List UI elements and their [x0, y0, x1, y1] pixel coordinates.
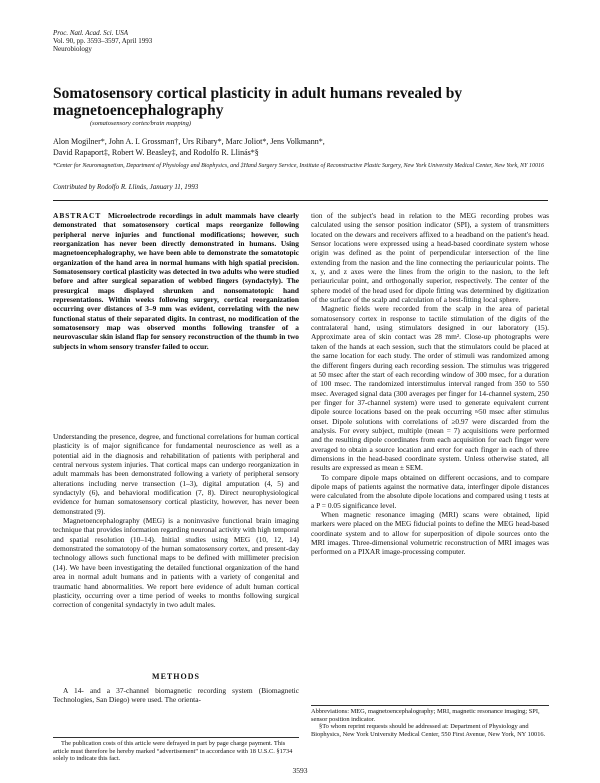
right-paragraph-2: Magnetic fields were recorded from the scalp in the area of parietal somatosensory cortex in response to tactile stimulation of the digits of the contralateral hand, using stimulators designed in our laboratory (15). Approximate area of skin contact was 28 mm². Close-up photographs were taken of the hands at each session, such that the stimulators could be placed at the same location for each study. The order of stimuli was randomized among the different fingers during each recording session. The stimulus was triggered at 50 msec after the start of each recording window of 300 msec, for a duration of 100 msec. The randomized interstimulus interval ranged from 350 to 550 msec. Averaged signal data (300 averages per finger for 14-channel system, 250 per finger for 37-channel system) were used to generate equivalent current dipole source locations based on the peak occurring ≈50 msec after stimulus onset. Dipole solutions with correlations of ≥0.97 were discarded from the analysis. For every subject, multiple (mean = 7) acquisitions were performed and the resulting dipole coordinates from each acquisition for each finger were averaged to obtain a source location and error for each finger in each of three dimensions in the head-based coordinate system. Unless otherwise stated, all results are expressed as mean ± SEM.: [311, 304, 549, 473]
journal-name: Proc. Natl. Acad. Sci. USA: [53, 29, 129, 37]
intro-paragraph-2: Magnetoencephalography (MEG) is a noninvasive functional brain imaging technique that provides information regarding neuronal activity with high temporal and spatial resolution (10–14). Initial studies using MEG (10, 12, 14) demonstrated the somatotopy of the human somatosensory cortex, and present-day technology allows such functional maps to be defined with millimeter precision (14). We have been investigating the detailed functional organization of the hand area in normal adult humans and in patients with a variety of congenital and traumatic hand abnormalities. We report here evidence of adult human cortical plasticity, occurring over a time period of weeks to months following surgical correction of congenital syndactyly in two adult males.: [53, 516, 299, 610]
intro-paragraph-1: Understanding the presence, degree, and functional correlations for human cortical plasticity is of major significance for fundamental neuroscience as well as a potential aid in the diagnosis and rehabilitation of patients with peripheral and central nervous system injuries. That cortical maps can undergo reorganization in adult mammals has been demonstrated following a variety of peripheral sensory alterations including nerve transection (1–3), digital amputation (4, 5) and syndactyly (6), and behavioral modification (7, 8). Direct neurophysiological evidence for human somatosensory cortical plasticity, however, has never been demonstrated (9).: [53, 432, 299, 516]
left-column-intro: [53, 432, 299, 610]
left-column-methods: [53, 686, 299, 705]
affiliation: *Center for Neuromagnetism, Department of Physiology and Biophysics, and ‡Hand Surgery Service, Institute of Reconstructive Plastic Surgery, New York University Medical Center, New York, NY 10016: [53, 163, 544, 169]
right-column: [311, 211, 549, 557]
right-paragraph-1: tion of the subject's head in relation to the MEG recording probes was calculated using the sensor position indicator (SPI), a system of transmitters located on the dewars and receivers affixed to a headband on the patient's head. Sensor locations were expressed using a head-based coordinate system whose origin was defined as the point of perpendicular intersection of the line extending from the nasion and the line connecting the periauricular points. The x, y, and z axes were the lines from the origin to the nasion, to the left periauricular point, and orthogonally superior, respectively. The center of the sphere model of the head used for dipole fitting was determined by digitization of the surface of the scalp and calculation of a best-fitting local sphere.: [311, 211, 549, 305]
volume-info: Vol. 90, pp. 3593–3597, April 1993: [53, 37, 153, 45]
contributed-by: Contributed by Rodolfo R. Llinás, January 11, 1993: [53, 183, 199, 191]
footnote-right: [311, 705, 549, 739]
methods-paragraph-1: A 14- and a 37-channel biomagnetic recording system (Biomagnetic Technologies, San Diego) were used. The orienta-: [53, 686, 299, 705]
journal-header: [53, 29, 152, 53]
abstract-text: Microelectrode recordings in adult mammals have clearly demonstrated that somatosensory cortical maps reorganize following peripheral nerve injuries and functional modifications; however, such reorganization has never been directly demonstrated in humans. Using magnetoencephalography, we have been able to demonstrate the somatotopic organization of the hand area in normal humans with high spatial precision. Somatosensory cortical plasticity was detected in two adults who were studied before and after surgical separation of webbed fingers (syndactyly). The presurgical maps displayed shrunken and nonsomatotopic hand representations. Within weeks following surgery, cortical reorganization occurring over distances of 3–9 mm was evident, correlating with the new functional status of their separated digits. In contrast, no modification of the somatosensory map was observed months following transfer of a neurovascular skin island flap for sensory reconstruction of the thumb in two subjects in whom sensory transfer failed to occur.: [53, 211, 299, 351]
author-list: [53, 136, 553, 158]
publication-cost-note: The publication costs of this article were defrayed in part by page charge payment. This article must therefore be hereby marked “advertisement” in accordance with 18 U.S.C. §1734 solely to indicate this fact.: [53, 740, 293, 763]
section-name: Neurobiology: [53, 45, 92, 53]
methods-heading: METHODS: [152, 672, 200, 681]
authors-line-2: David Rapaport‡, Robert W. Beasley‡, and Rodolfo R. Llinás*§: [53, 148, 259, 157]
reprint-note: §To whom reprint requests should be addressed at: Department of Physiology and Biophysics, New York University Medical Center, 550 First Avenue, New York, NY 10016.: [311, 723, 546, 739]
authors-line-1: Alon Mogilner*, John A. I. Grossman†, Urs Ribary*, Marc Joliot*, Jens Volkmann*,: [53, 137, 325, 146]
right-paragraph-3: To compare dipole maps obtained on different occasions, and to compare dipole maps of patients against the normative data, interfinger dipole distances were calculated from the absolute dipole locations and compared using t tests at a P = 0.05 significance level.: [311, 472, 549, 510]
keywords: (somatosensory cortex/brain mapping): [90, 120, 192, 127]
header-rule: [53, 200, 548, 201]
paper-title: Somatosensory cortical plasticity in adult humans revealed by magnetoencephalography: [53, 85, 463, 119]
abbreviations-note: Abbreviations: MEG, magnetoencephalography; MRI, magnetic resonance imaging; SPI, sensor position indicator.: [311, 708, 540, 723]
abstract-label: ABSTRACT: [53, 211, 102, 220]
right-paragraph-4: When magnetic resonance imaging (MRI) scans were obtained, lipid markers were placed on the MEG fiducial points to define the MEG head-based coordinate system and to allow for superposition of dipole sources onto the MRI images. Three-dimensional volumetric reconstruction of MRI images was performed on a PIXAR image-processing computer.: [311, 510, 549, 557]
page-number: 3593: [292, 766, 308, 775]
abstract: [53, 211, 299, 351]
footnote-left: [53, 737, 299, 763]
left-column-top: [53, 211, 299, 351]
